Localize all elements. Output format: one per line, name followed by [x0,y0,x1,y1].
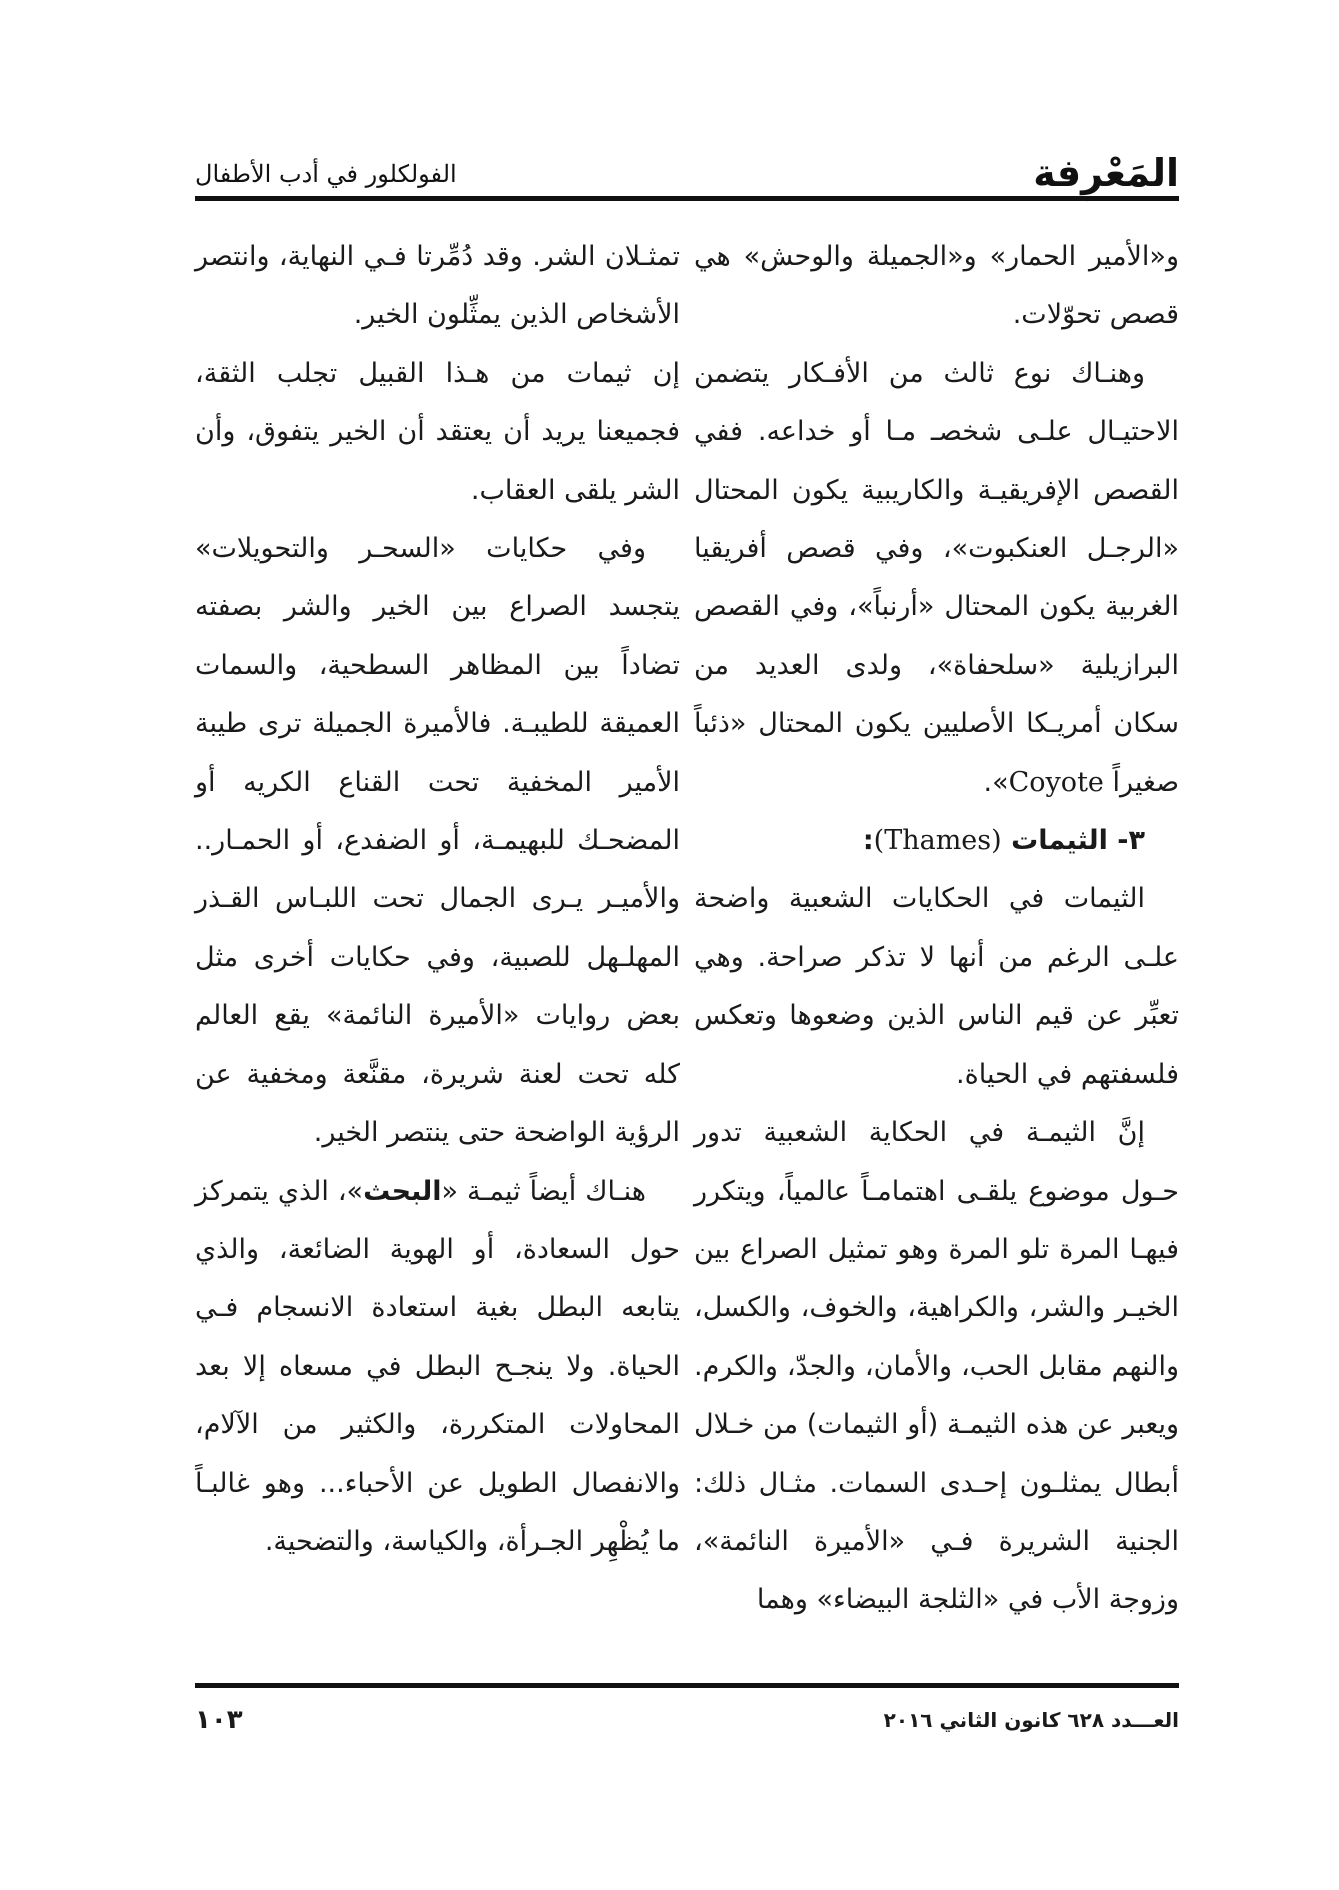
paragraph-text: »، الذي يتمركز حول السعادة، أو الهوية الضائعة، والذي يتابعه البطل بغية استعادة الانسجام فـي الحياة. ولا ينجـح البطل في مسعاه إلا بعد المحاولات المتكررة، والكثير من الآلام، والانفصال الطويل عن الأحباء... وهو غالبـاً ما يُظْهِر الجـرأة، والكياسة، والتضحية. [195,1175,680,1557]
running-title: الفولكلور في أدب الأطفال [195,160,457,188]
header-rule [195,196,1179,201]
page-number: ١٠٣ [195,1705,243,1735]
paragraph: و«الأمير الحمار» و«الجميلة والوحش» هي قصص تحوّلات. [694,241,1179,331]
page-footer [195,1700,1179,1740]
page-header [195,150,1179,196]
issue-info: العـــدد ٦٢٨ كانون الثاني ٢٠١٦ [883,1708,1179,1732]
paragraph-text: هنـاك أيضاً ثيمـة « [441,1175,646,1207]
latin-term: Coyote [1008,766,1104,798]
bold-term: البحث [363,1175,442,1207]
paragraph-text: وهنـاك نوع ثالث من الأفـكار يتضمن الاحتيـال علـى شخصـ مـا أو خداعه. ففي القصص الإفريقيـة والكاريبية يكون المحتال «الرجـل العنكبوت»، وفي قصص أفريقيا الغربية يكون المحتال «أرنباً»، وفي القصص البرازيلية «سلحفاة»، ولدى العديد من سكان أمريـكا الأصليين يكون المحتال «ذئباً صغيراً [694,357,1179,798]
paragraph: الثيمات في الحكايات الشعبية واضحة علـى الرغم من أنها لا تذكر صراحة. وهي تعبِّر عن قيم الناس الذين وضعوها وتعكس فلسفتهم في الحياة. [694,883,1179,1090]
paragraph: تمثـلان الشر. وقد دُمِّرتا فـي النهاية، وانتصر الأشخاص الذين يمثِّلون الخير. [195,241,680,331]
paragraph: إنَّ الثيمـة في الحكاية الشعبية تدور حـول موضوع يلقـى اهتمامـاً عالمياً، ويتكرر فيهـا المرة تلو المرة وهو تمثيل الصراع بين الخيـر والشر، والكراهية، والخوف، والكسل، والنهم مقابل الحب، والأمان، والجدّ، والكرم. ويعبر عن هذه الثيمـة (أو الثيمات) من خـلال أبطال يمثلـون إحـدى السمات. مثـال ذلك: الجنية الشريرة فـي «الأميرة النائمة»، وزوجة الأب في «الثلجة البيضاء» وهما [694,1117,1179,1616]
paragraph-end: ». [983,766,1009,798]
paragraph [694,345,1179,812]
paragraph: إن ثيمات من هـذا القبيل تجلب الثقة، فجميعنا يريد أن يعتقد أن الخير يتفوق، وأن الشر يلقى العقاب. [195,357,680,506]
footer-rule [195,1683,1179,1688]
right-column [694,228,1179,1630]
section-heading-title: ٣- الثيمات [1011,825,1145,857]
section-heading-colon: : [862,825,874,857]
paragraph: وفي حكايات «السحـر والتحويلات» يتجسد الصراع بين الخير والشر بصفته تضاداً بين المظاهر السطحية، والسمات العميقة للطيبـة. فالأميرة الجميلة ترى طيبة الأمير المخفية تحت القناع الكريه أو المضحـك للبهيمـة، أو الضفدع، أو الحمـار.. والأميـر يـرى الجمال تحت اللبـاس القـذر المهلـهل للصبية، وفي حكايات أخرى مثل بعض روايات «الأميرة النائمة» يقع العالم كله تحت لعنة شريرة، مقنَّعة ومخفية عن الرؤية الواضحة حتى ينتصر الخير. [195,533,680,1149]
section-heading [694,812,1179,870]
left-column [195,228,680,1571]
paragraph [195,1163,680,1572]
section-heading-latin: (Thames) [873,825,1002,857]
magazine-logo: المَعْرِفة [1033,151,1179,195]
